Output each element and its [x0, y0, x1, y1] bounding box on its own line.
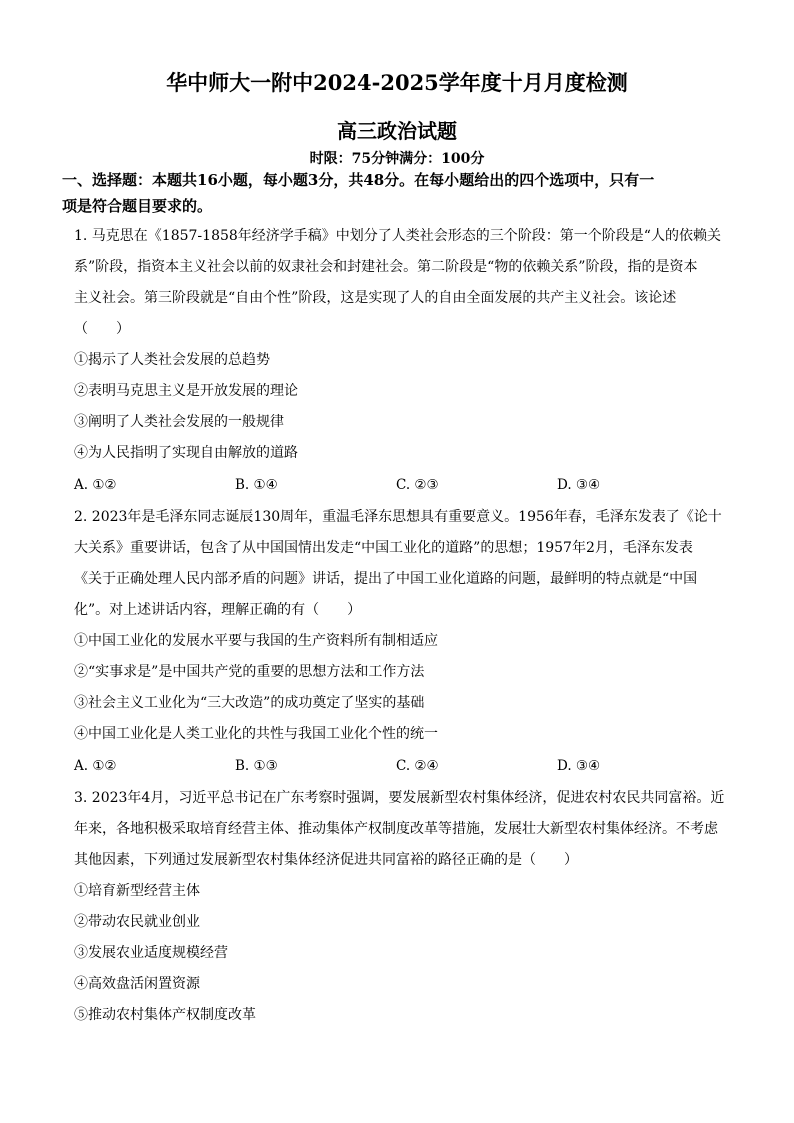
- q2-item: ①中国工业化的发展水平要与我国的生产资料所有制相适应: [74, 633, 438, 649]
- q3-line: 年来，各地积极采取培育经营主体、推动集体产权制度改革等措施，发展壮大新型农村集体经济。不考虑: [74, 821, 718, 837]
- q3-item: ④高效盘活闲置资源: [74, 976, 200, 992]
- exam-subtitle: 高三政治试题: [337, 119, 457, 143]
- q1-line: 1. 马克思在《1857-1858年经济学手稿》中划分了人类社会形态的三个阶段：第一个阶段是“人的依赖关: [74, 228, 721, 244]
- q3-item: ①培育新型经营主体: [74, 883, 200, 899]
- q1-line: （ ）: [74, 321, 130, 337]
- section-heading-line2: 项是符合题目要求的。: [62, 197, 213, 215]
- q2-line: 化”。对上述讲话内容，理解正确的有（ ）: [74, 602, 362, 618]
- section-heading-line1: 一、选择题：本题共16小题，每小题3分，共48分。在每小题给出的四个选项中，只有一: [62, 171, 655, 189]
- q2-line: 大关系》重要讲话，包含了从中国国情出发走“中国工业化的道路”的思想；1957年2月，毛泽东发表: [74, 540, 693, 556]
- exam-title: 华中师大一附中2024-2025学年度十月月度检测: [166, 70, 628, 95]
- q2-option-c[interactable]: C. ②④: [396, 758, 439, 774]
- q2-option-b[interactable]: B. ①③: [235, 758, 278, 774]
- q3-line: 3. 2023年4月，习近平总书记在广东考察时强调，要发展新型农村集体经济，促进农村农民共同富裕。近: [74, 790, 725, 806]
- q1-option-b[interactable]: B. ①④: [235, 477, 278, 493]
- q3-item: ③发展农业适度规模经营: [74, 945, 228, 961]
- q1-line: 系”阶段，指资本主义社会以前的奴隶社会和封建社会。第二阶段是“物的依赖关系”阶段，指的是资本: [74, 259, 698, 275]
- q1-option-a[interactable]: A. ①②: [74, 477, 117, 493]
- q3-line: 其他因素，下列通过发展新型农村集体经济促进共同富裕的路径正确的是（ ）: [74, 852, 578, 868]
- q1-item: ①揭示了人类社会发展的总趋势: [74, 352, 270, 368]
- q3-item: ②带动农民就业创业: [74, 914, 200, 930]
- q2-option-a[interactable]: A. ①②: [74, 758, 117, 774]
- q1-line: 主义社会。第三阶段就是“自由个性”阶段，这是实现了人的自由全面发展的共产主义社会。该论述: [74, 290, 677, 306]
- q2-option-d[interactable]: D. ③④: [557, 758, 601, 774]
- q1-item: ②表明马克思主义是开放发展的理论: [74, 383, 298, 399]
- q2-item: ③社会主义工业化为“三大改造”的成功奠定了坚实的基础: [74, 695, 425, 711]
- q3-item: ⑤推动农村集体产权制度改革: [74, 1007, 256, 1023]
- q1-option-d[interactable]: D. ③④: [557, 477, 601, 493]
- q2-item: ④中国工业化是人类工业化的共性与我国工业化个性的统一: [74, 726, 438, 742]
- q1-item: ③阐明了人类社会发展的一般规律: [74, 414, 284, 430]
- q2-line: 《关于正确处理人民内部矛盾的问题》讲话，提出了中国工业化道路的问题，最鲜明的特点就是“中国: [74, 571, 698, 587]
- q2-item: ②“实事求是”是中国共产党的重要的思想方法和工作方法: [74, 664, 425, 680]
- q1-option-c[interactable]: C. ②③: [396, 477, 439, 493]
- q1-item: ④为人民指明了实现自由解放的道路: [74, 445, 298, 461]
- exam-meta: 时限：75分钟满分：100分: [309, 151, 485, 167]
- q2-line: 2. 2023年是毛泽东同志诞辰130周年，重温毛泽东思想具有重要意义。1956年春，毛泽东发表了《论十: [74, 509, 722, 525]
